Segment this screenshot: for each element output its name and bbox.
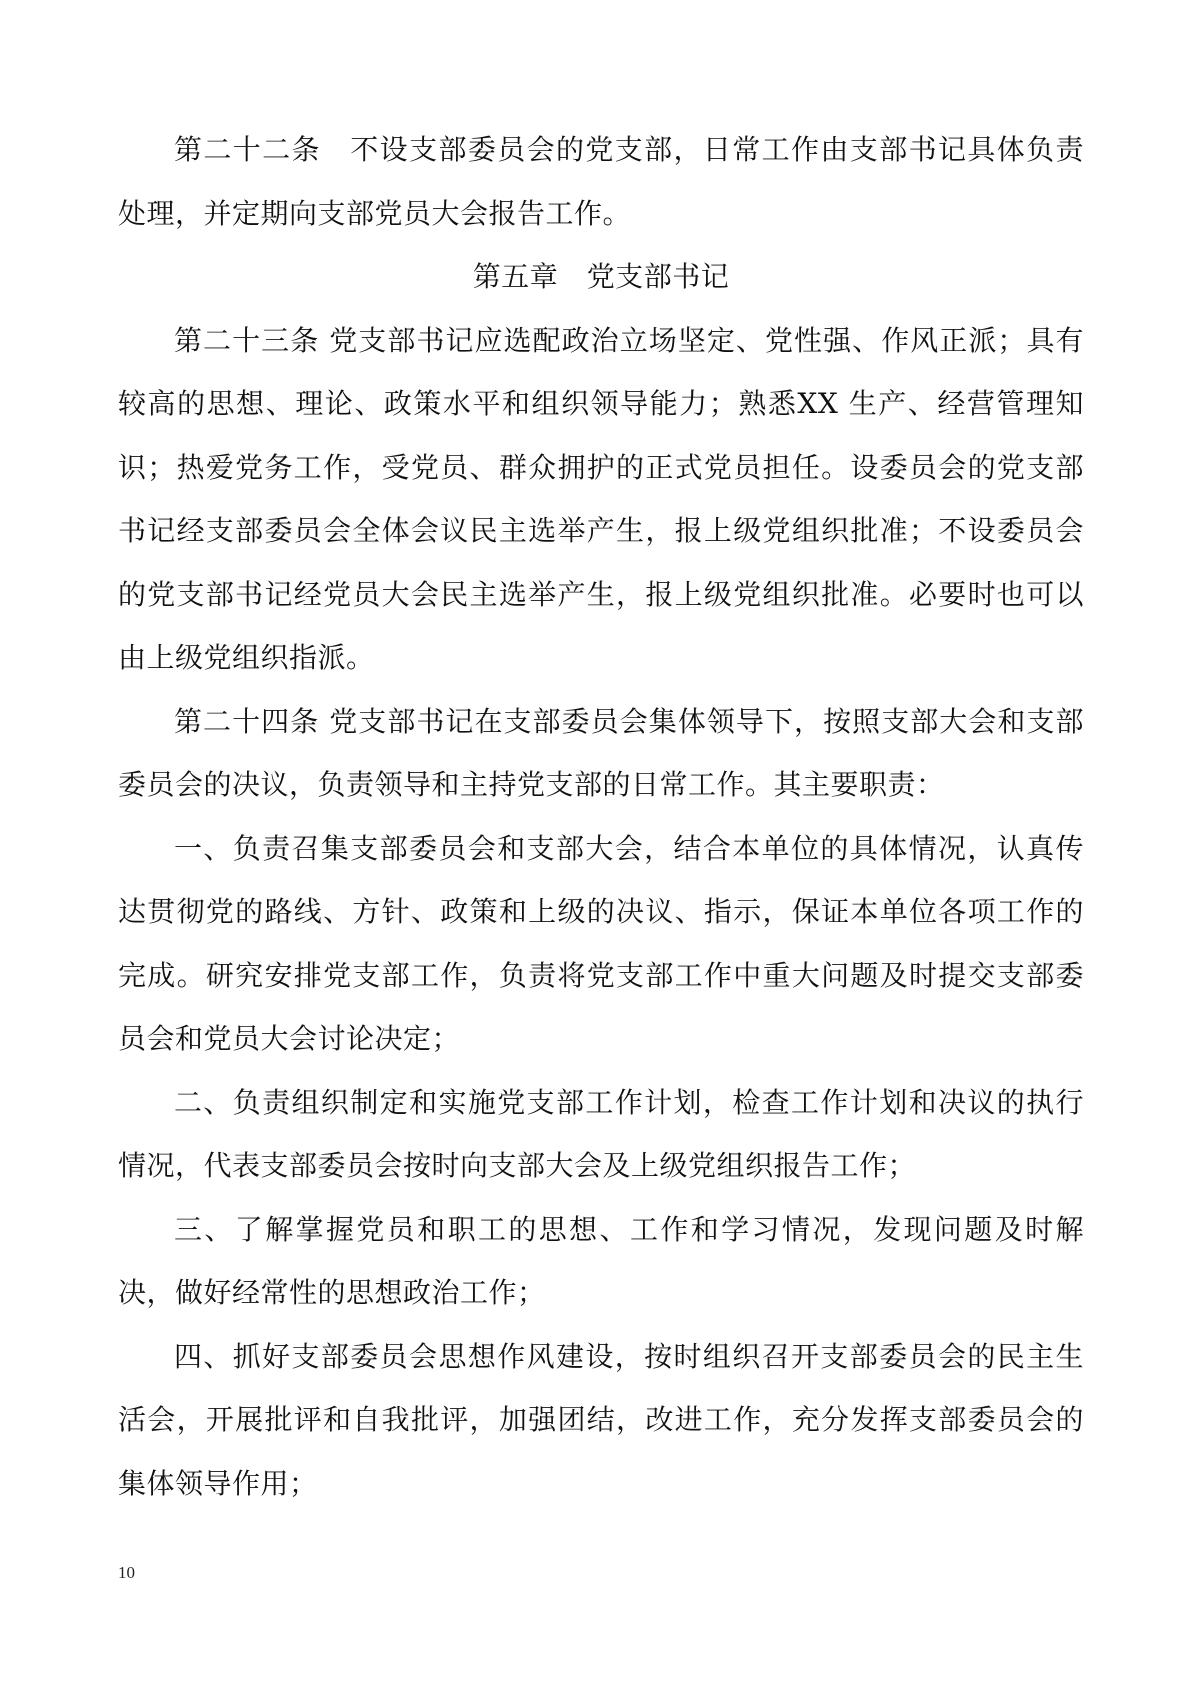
page-number: 10: [118, 1563, 135, 1582]
duty-3-paragraph: 三、了解掌握党员和职工的思想、工作和学习情况，发现问题及时解决，做好经常性的思想政治工作；: [118, 1212, 1084, 1309]
article-22-paragraph: 第二十二条 不设支部委员会的党支部，日常工作由支部书记具体负责处理，并定期向支部党员大会报告工作。: [118, 133, 1084, 230]
duty-2-paragraph: 二、负责组织制定和实施党支部工作计划，检查工作计划和决议的执行情况，代表支部委员会按时向支部大会及上级党组织报告工作；: [118, 1085, 1084, 1182]
chapter-title: 第五章 党支部书记: [472, 260, 730, 293]
duty-4-paragraph: 四、抓好支部委员会思想作风建设，按时组织召开支部委员会的民主生活会，开展批评和自我批评，加强团结，改进工作，充分发挥支部委员会的集体领导作用；: [118, 1339, 1084, 1500]
article-24-paragraph: 第二十四条 党支部书记在支部委员会集体领导下，按照支部大会和支部委员会的决议，负责领导和主持党支部的日常工作。其主要职责：: [118, 704, 1084, 801]
document-body: [118, 118, 1084, 1515]
duty-1-paragraph: 一、负责召集支部委员会和支部大会，结合本单位的具体情况，认真传达贯彻党的路线、方针、政策和上级的决议、指示，保证本单位各项工作的完成。研究安排党支部工作，负责将党支部工作中重大问题及时提交支部委员会和党员大会讨论决定；: [118, 831, 1084, 1055]
article-23-paragraph: 第二十三条 党支部书记应选配政治立场坚定、党性强、作风正派；具有较高的思想、理论、政策水平和组织领导能力；熟悉XX 生产、经营管理知识；热爱党务工作，受党员、群众拥护的正式党员担任。设委员会的党支部书记经支部委员会全体会议民主选举产生，报上级党组织批准；不设委员会的党支部书记经党员大会民主选举产生，报上级党组织批准。必要时也可以由上级党组织指派。: [118, 323, 1084, 674]
